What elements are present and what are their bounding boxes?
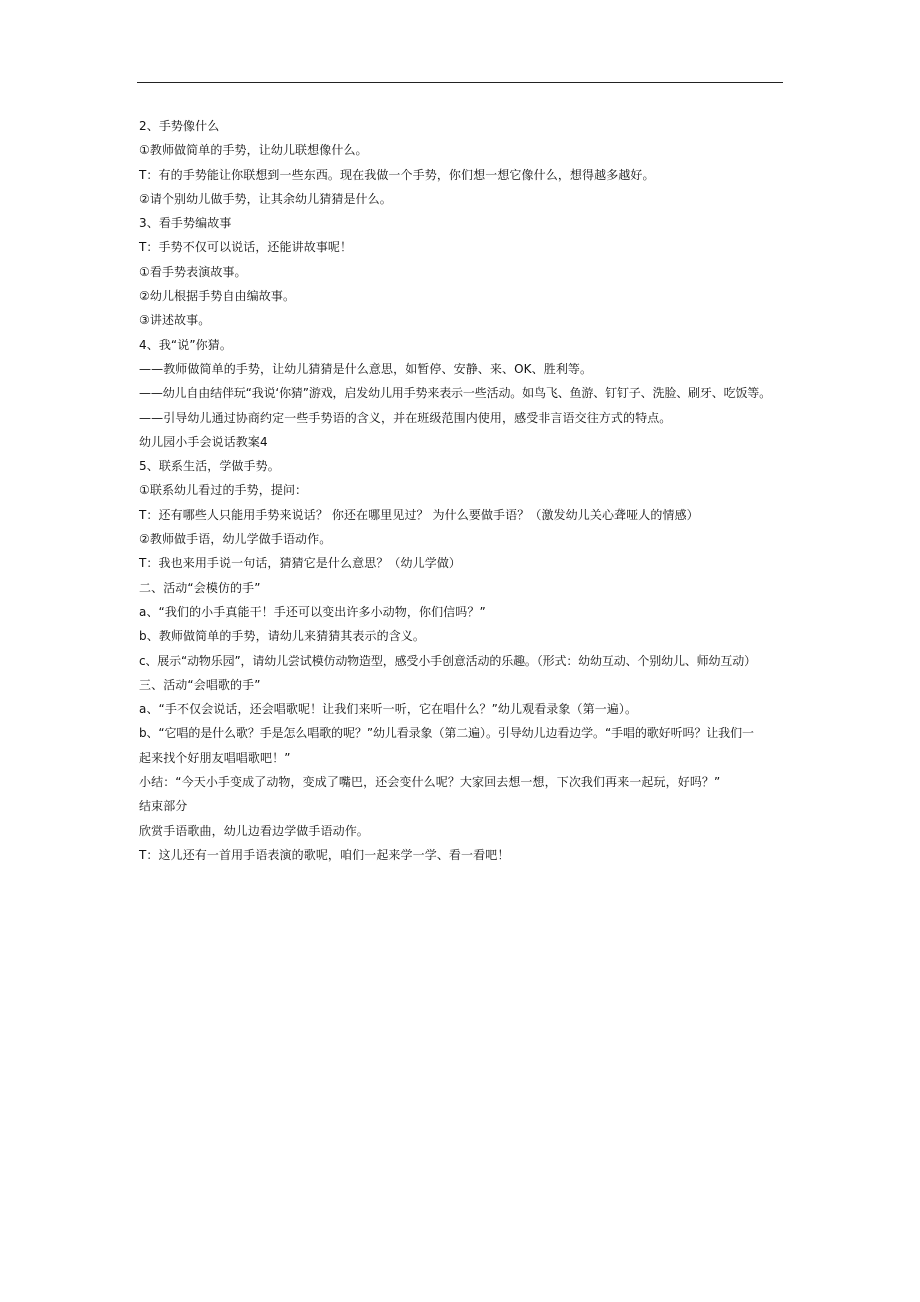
paragraph-line: T：还有哪些人只能用手势来说话？ 你还在哪里见过？ 为什么要做手语？（激发幼儿关心聋哑人的情感）: [139, 507, 699, 522]
paragraph-line: T：这儿还有一首用手语表演的歌呢，咱们一起来学一学、看一看吧！: [139, 847, 510, 862]
paragraph-line: ①看手势表演故事。: [139, 264, 247, 279]
paragraph-line: b、教师做简单的手势，请幼儿来猜猜其表示的含义。: [139, 629, 426, 644]
document-title: 幼儿园小手会说话教案4: [139, 434, 268, 449]
section-heading: 二、活动“会模仿的手”: [139, 580, 261, 595]
paragraph-line: a、“手不仅会说话，还会唱歌呢！让我们来听一听，它在唱什么？”幼儿观看录象（第一遍）。: [139, 702, 638, 717]
summary-line: 小结：“今天小手变成了动物，变成了嘴巴，还会变什么呢？大家回去想一想，下次我们再来一起玩，好吗？”: [139, 775, 721, 790]
section-heading: 2、手势像什么: [139, 119, 220, 133]
paragraph-line: ——引导幼儿通过协商约定一些手势语的含义，并在班级范围内使用，感受非言语交往方式的特点。: [139, 410, 672, 425]
document-body: [139, 114, 789, 867]
paragraph-line: ③讲述故事。: [139, 313, 211, 328]
header-rule: [137, 82, 783, 83]
section-heading: 结束部分: [139, 799, 188, 814]
section-heading: 3、看手势编故事: [139, 216, 232, 231]
paragraph-line: ②幼儿根据手势自由编故事。: [139, 289, 296, 304]
paragraph-line: T：手势不仅可以说话，还能讲故事呢！: [139, 240, 353, 255]
paragraph-line: ②请个别幼儿做手势，让其余幼儿猜猜是什么。: [139, 191, 392, 206]
section-heading: 5、联系生活，学做手势。: [139, 459, 280, 474]
paragraph-line: T：我也来用手说一句话，猜猜它是什么意思？（幼儿学做）: [139, 556, 462, 571]
section-heading: 三、活动“会唱歌的手”: [139, 677, 261, 692]
paragraph-line: 欣赏手语歌曲，幼儿边看边学做手语动作。: [139, 823, 369, 838]
paragraph-line: ——教师做简单的手势，让幼儿猜猜是什么意思，如暂停、安静、来、OK、胜利等。: [139, 361, 593, 376]
paragraph-line: a、“我们的小手真能干！手还可以变出许多小动物，你们信吗？”: [139, 604, 486, 619]
paragraph-line: ①教师做简单的手势，让幼儿联想像什么。: [139, 143, 368, 158]
paragraph-line: ②教师做手语，幼儿学做手语动作。: [139, 532, 332, 547]
paragraph-line: ——幼儿自由结伴玩“我说‘你猜”游戏，启发幼儿用手势来表示一些活动。如鸟飞、鱼游、钉钉子、洗脸、刷牙、吃饭等。: [139, 386, 772, 401]
paragraph-line: ①联系幼儿看过的手势，提问：: [139, 483, 308, 498]
section-heading: 4、我“说”你猜。: [139, 337, 232, 352]
paragraph-line: 起来找个好朋友唱唱歌吧！”: [139, 750, 291, 765]
paragraph-line: T：有的手势能让你联想到一些东西。现在我做一个手势，你们想一想它像什么，想得越多越好。: [139, 167, 655, 182]
paragraph-line: b、“它唱的是什么歌？手是怎么唱歌的呢？”幼儿看录象（第二遍）。引导幼儿边看边学。“手唱的歌好听吗？让我们一: [139, 726, 754, 741]
paragraph-line: c、展示“动物乐园”，请幼儿尝试模仿动物造型，感受小手创意活动的乐趣。（形式：幼幼互动、个别幼儿、师幼互动）: [139, 653, 756, 668]
